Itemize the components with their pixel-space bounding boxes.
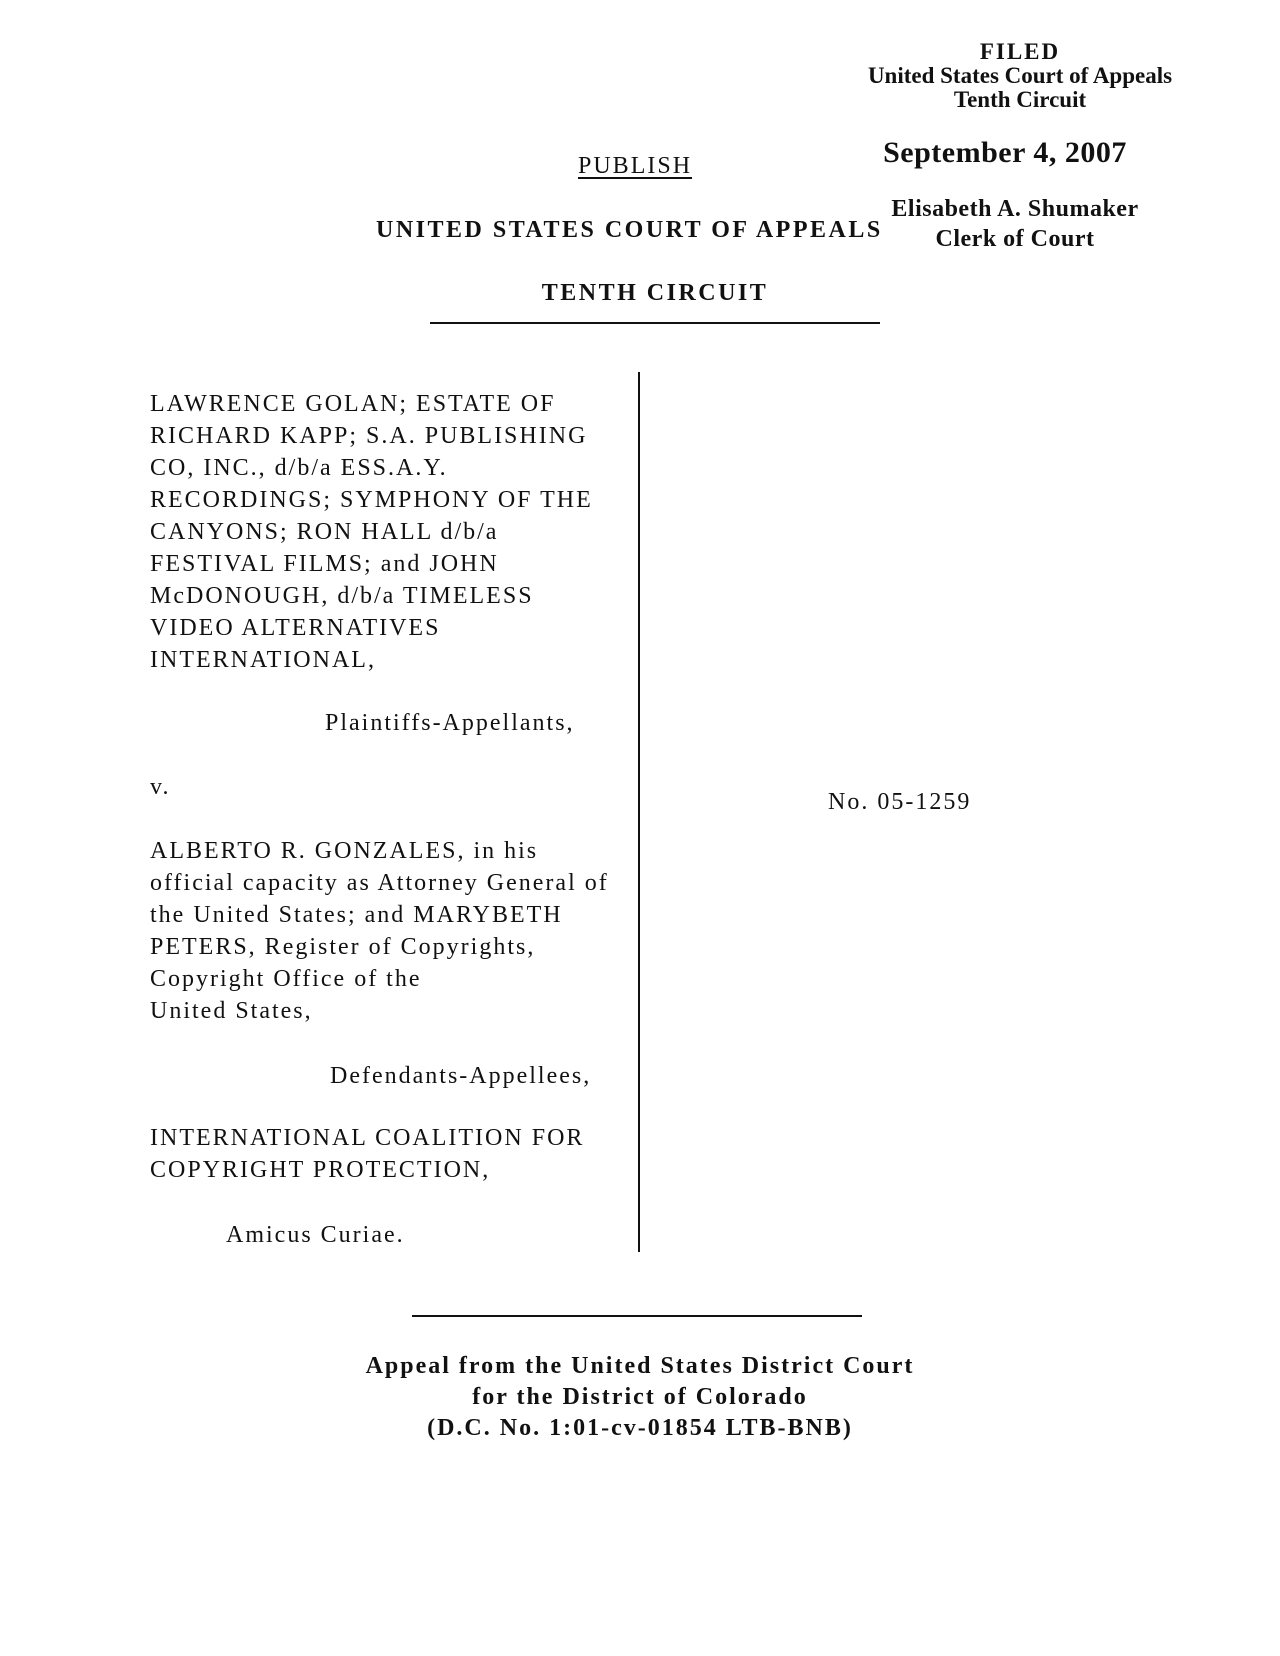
caption-bottom-divider (412, 1315, 862, 1317)
versus-label: v. (150, 774, 171, 800)
clerk-block (870, 194, 1160, 254)
clerk-title: Clerk of Court (935, 226, 1095, 252)
filed-date: September 4, 2007 (883, 136, 1127, 169)
plaintiffs-names: LAWRENCE GOLAN; ESTATE OF RICHARD KAPP; S.A. PUBLISHING CO, INC., d/b/a ESS.A.Y. RECORDINGS; SYMPHONY OF THE CANYONS; RON HALL d/b/a FESTIVAL FILMS; and JOHN McDONOUGH, d/b/a TIMELESS VIDEO ALTERNATIVES INTERNATIONAL, (150, 391, 593, 673)
caption-divider (638, 372, 640, 1252)
clerk-name: Elisabeth A. Shumaker (891, 196, 1139, 222)
amicus-name: INTERNATIONAL COALITION FOR COPYRIGHT PROTECTION, (150, 1125, 585, 1183)
case-number: No. 05-1259 (828, 789, 972, 815)
publish-label: PUBLISH (578, 153, 693, 179)
appeal-line-2: for the District of Colorado (472, 1384, 808, 1410)
header-divider (430, 322, 880, 324)
filed-status: FILED (979, 39, 1061, 64)
appeal-origin (240, 1351, 1040, 1444)
circuit-name: TENTH CIRCUIT (541, 280, 769, 306)
appeal-line-1: Appeal from the United States District Court (365, 1353, 915, 1379)
filed-court: United States Court of Appeals (867, 63, 1173, 88)
filed-stamp (830, 40, 1210, 112)
defendants-role: Defendants-Appellees, (330, 1063, 592, 1089)
filed-circuit: Tenth Circuit (953, 87, 1087, 112)
defendants-names: ALBERTO R. GONZALES, in his official capacity as Attorney General of the United States; and MARYBETH PETERS, Register of Copyrights, Copyright Office of the United States, (150, 838, 609, 1024)
plaintiffs-role: Plaintiffs-Appellants, (325, 710, 575, 736)
appeal-docket: (D.C. No. 1:01-cv-01854 LTB-BNB) (427, 1415, 853, 1441)
amicus-role: Amicus Curiae. (226, 1222, 405, 1248)
court-name: UNITED STATES COURT OF APPEALS (376, 217, 883, 243)
